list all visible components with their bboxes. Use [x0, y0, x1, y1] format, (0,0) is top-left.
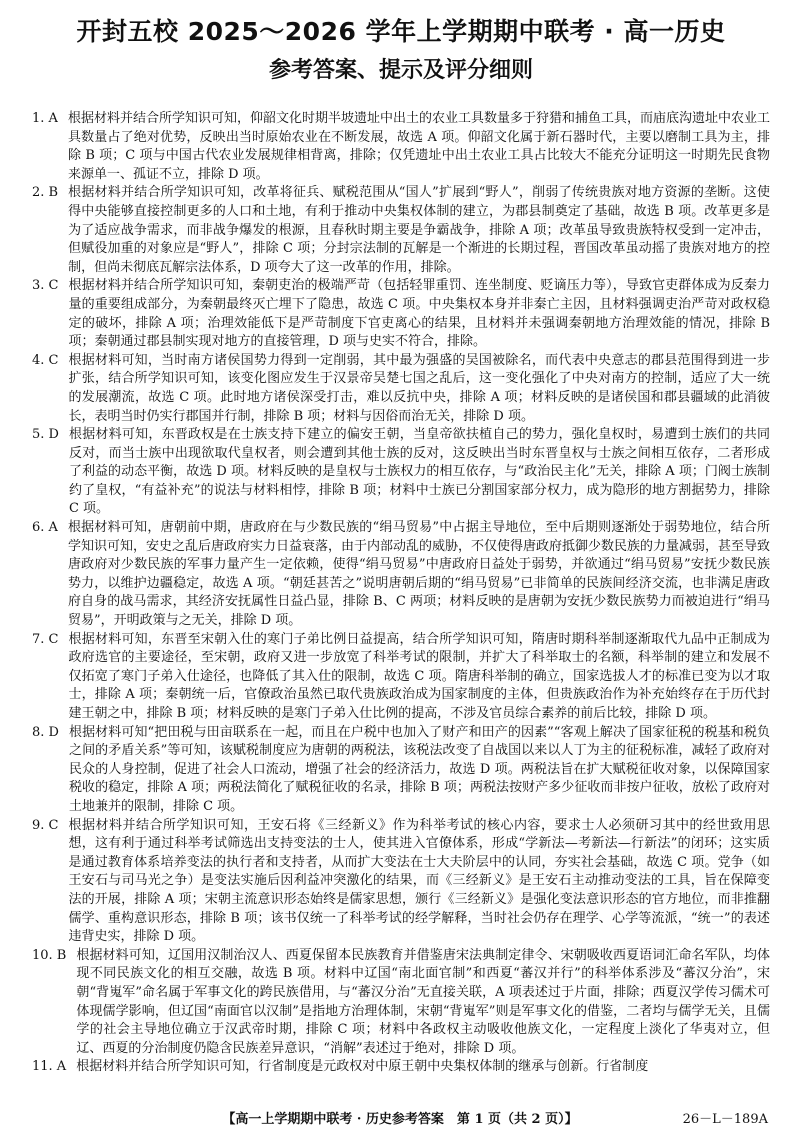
answer-number: 6. A — [32, 520, 58, 536]
answer-item — [32, 184, 770, 277]
footer-page-info: 【高一上学期期中联考 · 历史参考答案 第 1 页（共 2 页）】 — [222, 1111, 578, 1127]
answer-explanation: 根据材料可知，东晋至宋朝入仕的寒门子弟比例日益提高，结合所学知识可知，隋唐时期科举制逐渐取代九品中正制成为政府选官的主要途径，至宋朝，政府又进一步放宽了科举考试的限制，并扩大了科举取士的名额，科举制的建立和发展不仅拓宽了寒门子弟入仕途径，也降低了其入仕的限制，故选 C 项。隋唐科举制的确立，国家选拔人才的标准已变为以才取士，排除 A 项；秦朝统一后，官僚政治虽然已取代贵族政治成为国家制度的主体，但贵族政治作为补充始终存在于历代封建王朝之中，排除 B 项；材料反映的是寒门子弟入仕比例的提高，不涉及官员综合素养的前后比较，排除 D 项。 — [68, 631, 770, 721]
answer-explanation: 根据材料可知，辽国用汉制治汉人、西夏保留本民族教育并借鉴唐宋法典制定律令、宋朝吸收西夏语词汇命名军队，均体现不同民族文化的相互交融，故选 B 项。材料中辽国“南北面官制”和西夏“蕃汉并行”的科举体系涉及“蕃汉分治”，宋朝“背嵬军”命名属于军事文化的跨民族借用，与“蕃汉分治”无直接关联，A 项表述过于片面，排除；西夏汉学传习儒术可体现儒学影响，但辽国“南面官以汉制”是指地方治理体制，宋朝“背嵬军”则是军事文化的借鉴，二者均与儒学无关，且儒学的社会主导地位确立于汉武帝时期，排除 C 项；材料中各政权主动吸收他族文化，一定程度上淡化了华夷对立，但辽、西夏的分治制度仍隐含民族差异意识，“消解”表述过于绝对，排除 D 项。 — [76, 947, 770, 1056]
answer-explanation: 根据材料并结合所学知识可知，秦朝吏治的极端严苛（包括轻罪重罚、连坐制度、贬谪压力等），导致官吏群体成为反秦力量的重要组成部分，为秦朝最终灭亡埋下了隐患，故选 C 项。中央集权本身并非秦亡主因，且材料强调吏治严苛对政权稳定的破坏，排除 A 项；治理效能低下是严苛制度下官吏离心的结果，且材料并未强调秦朝地方治理效能的情况，排除 B 项；秦朝通过郡县制实现对地方的直接管理，D 项与史实不符合，排除。 — [68, 278, 770, 350]
answer-item — [32, 631, 770, 724]
answer-number: 8. D — [32, 724, 59, 740]
page-title: 开封五校 2025～2026 学年上学期期中联考 · 高一历史 — [76, 17, 726, 46]
answer-item — [32, 519, 770, 631]
answer-number: 2. B — [32, 185, 59, 201]
page-footer — [0, 1106, 800, 1128]
answer-number: 11. A — [32, 1059, 67, 1075]
answer-item — [32, 352, 770, 426]
answer-number: 5. D — [32, 427, 59, 443]
answer-explanation: 根据材料并结合所学知识可知，王安石将《三经新义》作为科举考试的核心内容，要求士人必须研习其中的经世致用思想，这有利于通过科举考试筛选出支持变法的士人，使其进入官僚体系，形成“学新法—考新法—行新法”的闭环；这实质是通过教育体系培养变法的执行者和支持者，从而扩大变法在士大夫阶层中的认同，夯实社会基础，故选 C 项。党争（如王安石与司马光之争）是变法实施后因利益冲突激化的结果，而《三经新义》是王安石主动推动变法的工具，旨在保障变法的开展，排除 A 项；宋朝主流意识形态始终是儒家思想，颁行《三经新义》是强化变法意识形态的官方地位，而非推翻儒学、重构意识形态，排除 B 项；该书仅统一了科举考试的经学解释，当时社会仍存在理学、心学等流派，“统一”的表述违背史实，排除 D 项。 — [68, 817, 770, 945]
answer-item — [32, 1058, 770, 1077]
answer-item — [32, 110, 770, 184]
answer-explanation: 根据材料可知，唐朝前中期，唐政府在与少数民族的“绢马贸易”中占据主导地位，至中后期则逐渐处于弱势地位，结合所学知识可知，安史之乱后唐政府实力日益衰落，由于内部动乱的威胁，不仅使得唐政府抵御少数民族的力量减弱，甚至导致唐政府对少数民族的军事力量产生一定依赖，使得“绢马贸易”中唐政府日益处于弱势，并欲通过“绢马贸易”安抚少数民族势力，以维护边疆稳定，故选 A 项。“朝廷甚苦之”说明唐朝后期的“绢马贸易”已非简单的民族间经济交流，也非满足唐政府自身的战马需求，其经济安抚属性日益凸显，排除 B、C 两项；材料反映的是唐朝为安抚少数民族势力而被迫进行“绢马贸易”，开明政策与之无关，排除 D 项。 — [67, 520, 770, 629]
page-subtitle: 参考答案、提示及评分细则 — [268, 58, 533, 83]
answer-explanation: 根据材料可知“把田税与田亩联系在一起，而且在户税中也加入了财产和田产的因素”“客观上解决了国家征税的税基和税负之间的矛盾关系”等可知，该赋税制度应为唐朝的两税法，该税法改变了自战国以来以人丁为主的征税标准，减轻了政府对民众的人身控制，促进了社会人口流动，增强了社会的经济活力，故选 D 项。两税法旨在扩大赋税征收对象，以保障国家税收的稳定，排除 A 项；两税法简化了赋税征收的名录，排除 B 项；两税法按财产多少征收而非按户征收，放松了政府对土地兼并的限制，排除 C 项。 — [68, 724, 770, 814]
answer-item — [32, 724, 770, 817]
answer-item — [32, 426, 770, 519]
answer-list — [32, 110, 770, 1077]
answer-explanation: 根据材料并结合所学知识可知，改革将征兵、赋税范围从“国人”扩展到“野人”，削弱了传统贵族对地方资源的垄断。这使得中央能够直接控制更多的人口和土地，有利于推动中央集权体制的建立，为郡县制奠定了基础，故选 B 项。改革更多是为了适应战争需求，而非战争爆发的根源，且春秋时期主要是争霸战争，排除 A 项；改革虽导致贵族特权受到一定冲击，但赋役加重的对象应是“野人”，排除 C 项；分封宗法制的瓦解是一个渐进的长期过程，晋国改革虽动摇了贵族对地方的控制，但尚未彻底瓦解宗法体系，D 项夸大了这一改革的作用，排除。 — [68, 185, 770, 275]
answer-number: 3. C — [32, 278, 59, 294]
answer-number: 4. C — [32, 352, 59, 368]
answer-explanation: 根据材料并结合所学知识可知，仰韶文化时期半坡遗址中出土的农业工具数量多于狩猎和捕鱼工具，而庙底沟遗址中农业工具数量占了绝对优势，反映出当时原始农业在不断发展，故选 A 项。仰韶文化属于新石器时代，主要以磨制工具为主，排除 B 项；C 项与中国古代农业发展规律相背离，排除；仅凭遗址中出土农业工具占比较大不能充分证明这一时期先民食物来源单一、孤证不立，排除 D 项。 — [67, 111, 770, 182]
answer-item — [32, 277, 770, 351]
answer-number: 1. A — [32, 111, 58, 126]
answer-number: 7. C — [32, 631, 59, 647]
answer-number: 10. B — [32, 947, 67, 963]
answer-item — [32, 947, 770, 1059]
answer-explanation: 根据材料可知，东晋政权是在士族支持下建立的偏安王朝，当皇帝欲扶植自己的势力，强化皇权时，易遭到士族们的共同反对，而当士族中出现欲取代皇权者，则会遭到其他士族的反对，这反映出当时东晋皇权与士族之间相互依存，二者形成了利益的动态平衡，故选 D 项。材料反映的是皇权与士族权力的相互依存，与“政治民主化”无关，排除 A 项；门阀士族制约了皇权，“有益补充”的说法与材料相悖，排除 B 项；材料中士族已分割国家部分权力，成为隐形的地方割据势力，排除 C 项。 — [68, 427, 770, 517]
answer-explanation: 根据材料并结合所学知识可知，行省制度是元政权对中原王朝中央集权体制的继承与创新。行省制度 — [76, 1059, 649, 1075]
footer-doc-code: 26－L－189A — [682, 1111, 768, 1127]
answer-explanation: 根据材料可知，当时南方诸侯国势力得到一定削弱，其中最为强盛的吴国被除名，而代表中央意志的郡县范围得到进一步扩张，结合所学知识可知，该变化图应发生于汉景帝吴楚七国之乱后，这一变化强化了中央对南方的控制，适应了大一统的发展潮流，故选 C 项。此时地方诸侯深受打击，难以反抗中央，排除 A 项；材料反映的是诸侯国和郡县疆域的此消彼长，表明当时仍实行郡国并行制，排除 B 项；材料与因俗而治无关，排除 D 项。 — [68, 352, 770, 424]
answer-number: 9. C — [32, 817, 59, 833]
answer-item — [32, 817, 770, 947]
